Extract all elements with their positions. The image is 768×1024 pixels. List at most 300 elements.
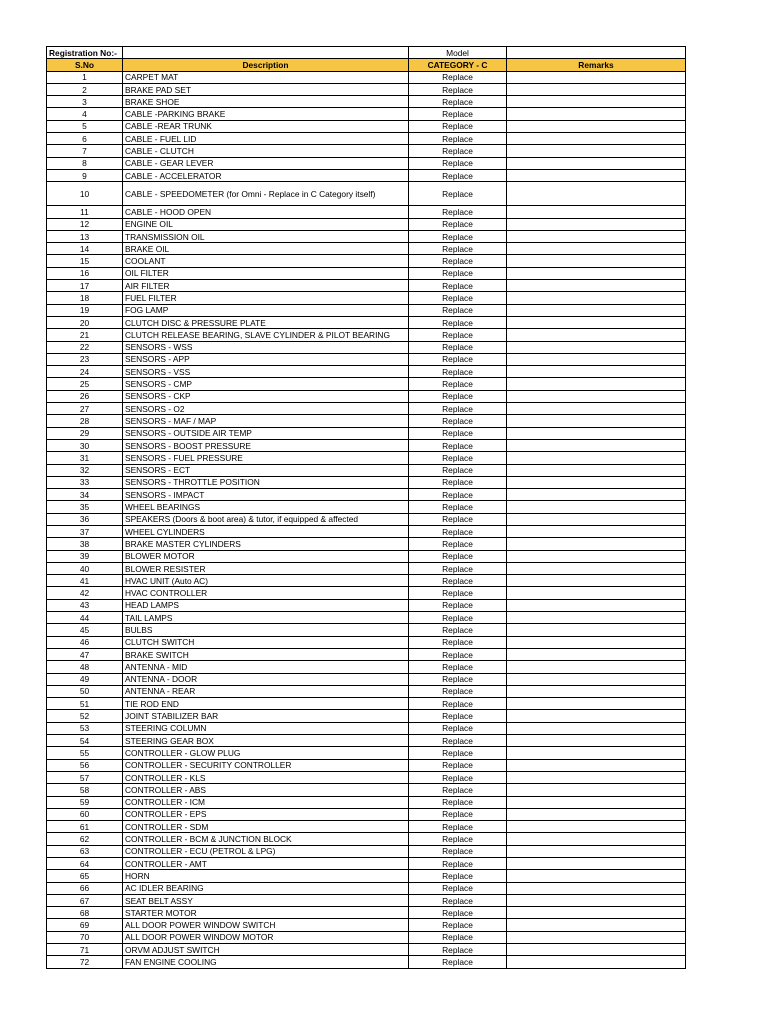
action-cell: Replace [409, 575, 507, 587]
description-cell: CONTROLLER - EPS [123, 808, 409, 820]
table-row [47, 575, 686, 587]
description-cell: SENSORS - CKP [123, 390, 409, 402]
description-cell: TRANSMISSION OIL [123, 230, 409, 242]
sno-cell: 56 [47, 759, 123, 771]
sno-cell: 36 [47, 513, 123, 525]
action-cell: Replace [409, 157, 507, 169]
action-cell: Replace [409, 870, 507, 882]
remarks-cell[interactable] [507, 612, 686, 624]
remarks-cell[interactable] [507, 821, 686, 833]
sno-cell: 61 [47, 821, 123, 833]
description-cell: CABLE - SPEEDOMETER (for Omni - Replace in C Category itself) [123, 182, 409, 206]
column-header-category: CATEGORY - C [409, 59, 507, 71]
remarks-cell[interactable] [507, 956, 686, 968]
description-cell: STEERING GEAR BOX [123, 735, 409, 747]
remarks-cell[interactable] [507, 501, 686, 513]
action-cell: Replace [409, 845, 507, 857]
description-cell: SENSORS - APP [123, 353, 409, 365]
remarks-cell[interactable] [507, 599, 686, 611]
remarks-cell[interactable] [507, 870, 686, 882]
remarks-cell[interactable] [507, 157, 686, 169]
description-cell: FUEL FILTER [123, 292, 409, 304]
action-cell: Replace [409, 698, 507, 710]
remarks-cell[interactable] [507, 698, 686, 710]
sno-cell: 14 [47, 243, 123, 255]
remarks-cell[interactable] [507, 415, 686, 427]
remarks-cell[interactable] [507, 206, 686, 218]
description-cell: ANTENNA - REAR [123, 685, 409, 697]
sno-cell: 8 [47, 157, 123, 169]
action-cell: Replace [409, 169, 507, 181]
table-row [47, 722, 686, 734]
table-row [47, 415, 686, 427]
action-cell: Replace [409, 390, 507, 402]
description-cell: ORVM ADJUST SWITCH [123, 944, 409, 956]
remarks-cell[interactable] [507, 145, 686, 157]
description-cell: BRAKE MASTER CYLINDERS [123, 538, 409, 550]
remarks-cell[interactable] [507, 661, 686, 673]
table-row [47, 907, 686, 919]
remarks-cell[interactable] [507, 218, 686, 230]
sno-cell: 19 [47, 304, 123, 316]
description-cell: HORN [123, 870, 409, 882]
sno-cell: 64 [47, 858, 123, 870]
sno-cell: 45 [47, 624, 123, 636]
sno-cell: 31 [47, 452, 123, 464]
sno-cell: 49 [47, 673, 123, 685]
sno-cell: 22 [47, 341, 123, 353]
table-row [47, 698, 686, 710]
action-cell: Replace [409, 267, 507, 279]
action-cell: Replace [409, 366, 507, 378]
description-cell: COOLANT [123, 255, 409, 267]
table-row [47, 280, 686, 292]
description-cell: HVAC CONTROLLER [123, 587, 409, 599]
sno-cell: 41 [47, 575, 123, 587]
sno-cell: 27 [47, 403, 123, 415]
table-row [47, 648, 686, 660]
table-row [47, 108, 686, 120]
sno-cell: 7 [47, 145, 123, 157]
action-cell: Replace [409, 316, 507, 328]
table-row [47, 821, 686, 833]
sno-cell: 51 [47, 698, 123, 710]
registration-value-cell[interactable] [123, 47, 409, 59]
table-row [47, 83, 686, 95]
table-row [47, 182, 686, 206]
sno-cell: 70 [47, 931, 123, 943]
remarks-cell[interactable] [507, 390, 686, 402]
table-row [47, 858, 686, 870]
registration-row [47, 47, 686, 59]
sno-cell: 28 [47, 415, 123, 427]
action-cell: Replace [409, 96, 507, 108]
table-row [47, 230, 686, 242]
description-cell: CONTROLLER - KLS [123, 771, 409, 783]
sno-cell: 2 [47, 83, 123, 95]
action-cell: Replace [409, 292, 507, 304]
table-row [47, 145, 686, 157]
action-cell: Replace [409, 685, 507, 697]
remarks-cell[interactable] [507, 403, 686, 415]
table-row [47, 329, 686, 341]
remarks-cell[interactable] [507, 513, 686, 525]
table-row [47, 378, 686, 390]
sno-cell: 71 [47, 944, 123, 956]
description-cell: CARPET MAT [123, 71, 409, 83]
table-row [47, 661, 686, 673]
remarks-cell[interactable] [507, 476, 686, 488]
action-cell: Replace [409, 218, 507, 230]
table-row [47, 747, 686, 759]
action-cell: Replace [409, 83, 507, 95]
sno-cell: 6 [47, 133, 123, 145]
description-cell: BRAKE SHOE [123, 96, 409, 108]
sno-cell: 25 [47, 378, 123, 390]
sheet-body [47, 47, 686, 969]
sno-cell: 15 [47, 255, 123, 267]
action-cell: Replace [409, 513, 507, 525]
remarks-cell[interactable] [507, 735, 686, 747]
remarks-cell[interactable] [507, 83, 686, 95]
table-row [47, 759, 686, 771]
table-row [47, 525, 686, 537]
description-cell: BRAKE PAD SET [123, 83, 409, 95]
description-cell: BLOWER MOTOR [123, 550, 409, 562]
remarks-cell[interactable] [507, 673, 686, 685]
description-cell: SENSORS - OUTSIDE AIR TEMP [123, 427, 409, 439]
remarks-cell[interactable] [507, 931, 686, 943]
table-row [47, 452, 686, 464]
table-row [47, 833, 686, 845]
action-cell: Replace [409, 612, 507, 624]
action-cell: Replace [409, 931, 507, 943]
action-cell: Replace [409, 907, 507, 919]
sno-cell: 66 [47, 882, 123, 894]
table-row [47, 612, 686, 624]
action-cell: Replace [409, 771, 507, 783]
table-row [47, 341, 686, 353]
remarks-cell[interactable] [507, 919, 686, 931]
sno-cell: 40 [47, 562, 123, 574]
table-row [47, 427, 686, 439]
table-row [47, 845, 686, 857]
header-row [47, 59, 686, 71]
action-cell: Replace [409, 747, 507, 759]
remarks-cell[interactable] [507, 452, 686, 464]
table-row [47, 931, 686, 943]
sno-cell: 72 [47, 956, 123, 968]
action-cell: Replace [409, 415, 507, 427]
action-cell: Replace [409, 427, 507, 439]
remarks-cell[interactable] [507, 747, 686, 759]
remarks-cell[interactable] [507, 267, 686, 279]
sno-cell: 11 [47, 206, 123, 218]
remarks-cell[interactable] [507, 439, 686, 451]
description-cell: BLOWER RESISTER [123, 562, 409, 574]
description-cell: SENSORS - IMPACT [123, 489, 409, 501]
description-cell: CLUTCH DISC & PRESSURE PLATE [123, 316, 409, 328]
action-cell: Replace [409, 133, 507, 145]
table-row [47, 919, 686, 931]
description-cell: SENSORS - BOOST PRESSURE [123, 439, 409, 451]
sno-cell: 30 [47, 439, 123, 451]
action-cell: Replace [409, 452, 507, 464]
remarks-cell[interactable] [507, 562, 686, 574]
sno-cell: 59 [47, 796, 123, 808]
sno-cell: 18 [47, 292, 123, 304]
column-header-description: Description [123, 59, 409, 71]
remarks-cell[interactable] [507, 182, 686, 206]
sno-cell: 13 [47, 230, 123, 242]
action-cell: Replace [409, 439, 507, 451]
sno-cell: 9 [47, 169, 123, 181]
remarks-cell[interactable] [507, 845, 686, 857]
table-row [47, 206, 686, 218]
description-cell: HEAD LAMPS [123, 599, 409, 611]
sno-cell: 58 [47, 784, 123, 796]
table-row [47, 710, 686, 722]
action-cell: Replace [409, 120, 507, 132]
remarks-cell[interactable] [507, 133, 686, 145]
table-row [47, 353, 686, 365]
table-row [47, 550, 686, 562]
remarks-cell[interactable] [507, 771, 686, 783]
table-row [47, 944, 686, 956]
description-cell: CLUTCH RELEASE BEARING, SLAVE CYLINDER & PILOT BEARING [123, 329, 409, 341]
sno-cell: 4 [47, 108, 123, 120]
table-row [47, 771, 686, 783]
remarks-cell[interactable] [507, 353, 686, 365]
remarks-cell[interactable] [507, 722, 686, 734]
description-cell: CABLE - ACCELERATOR [123, 169, 409, 181]
action-cell: Replace [409, 550, 507, 562]
remarks-cell[interactable] [507, 944, 686, 956]
action-cell: Replace [409, 206, 507, 218]
description-cell: SENSORS - FUEL PRESSURE [123, 452, 409, 464]
column-header-remarks: Remarks [507, 59, 686, 71]
action-cell: Replace [409, 476, 507, 488]
table-row [47, 133, 686, 145]
remarks-cell[interactable] [507, 759, 686, 771]
remarks-cell[interactable] [507, 907, 686, 919]
remarks-cell[interactable] [507, 329, 686, 341]
description-cell: CONTROLLER - SECURITY CONTROLLER [123, 759, 409, 771]
sno-cell: 67 [47, 894, 123, 906]
table-row [47, 599, 686, 611]
remarks-cell[interactable] [507, 796, 686, 808]
table-row [47, 403, 686, 415]
remarks-cell[interactable] [507, 366, 686, 378]
action-cell: Replace [409, 624, 507, 636]
remarks-cell[interactable] [507, 858, 686, 870]
description-cell: FOG LAMP [123, 304, 409, 316]
remarks-cell[interactable] [507, 710, 686, 722]
remarks-cell[interactable] [507, 624, 686, 636]
table-row [47, 501, 686, 513]
sno-cell: 23 [47, 353, 123, 365]
remarks-cell[interactable] [507, 464, 686, 476]
remarks-cell[interactable] [507, 833, 686, 845]
remarks-cell[interactable] [507, 280, 686, 292]
action-cell: Replace [409, 489, 507, 501]
sno-cell: 32 [47, 464, 123, 476]
remarks-cell[interactable] [507, 685, 686, 697]
sno-cell: 17 [47, 280, 123, 292]
table-row [47, 157, 686, 169]
remarks-cell[interactable] [507, 255, 686, 267]
action-cell: Replace [409, 403, 507, 415]
table-row [47, 96, 686, 108]
table-row [47, 366, 686, 378]
description-cell: WHEEL CYLINDERS [123, 525, 409, 537]
description-cell: CABLE - HOOD OPEN [123, 206, 409, 218]
remarks-cell[interactable] [507, 243, 686, 255]
remarks-cell[interactable] [507, 378, 686, 390]
action-cell: Replace [409, 796, 507, 808]
action-cell: Replace [409, 673, 507, 685]
table-row [47, 513, 686, 525]
description-cell: CONTROLLER - ABS [123, 784, 409, 796]
table-row [47, 796, 686, 808]
remarks-cell[interactable] [507, 894, 686, 906]
action-cell: Replace [409, 280, 507, 292]
remarks-cell[interactable] [507, 316, 686, 328]
sno-cell: 57 [47, 771, 123, 783]
sno-cell: 62 [47, 833, 123, 845]
action-cell: Replace [409, 243, 507, 255]
action-cell: Replace [409, 378, 507, 390]
sno-cell: 54 [47, 735, 123, 747]
table-row [47, 673, 686, 685]
sno-cell: 65 [47, 870, 123, 882]
remarks-cell[interactable] [507, 489, 686, 501]
action-cell: Replace [409, 304, 507, 316]
remarks-cell[interactable] [507, 71, 686, 83]
remarks-cell[interactable] [507, 96, 686, 108]
description-cell: ENGINE OIL [123, 218, 409, 230]
remarks-cell[interactable] [507, 808, 686, 820]
action-cell: Replace [409, 648, 507, 660]
sno-cell: 42 [47, 587, 123, 599]
remarks-cell[interactable] [507, 882, 686, 894]
action-cell: Replace [409, 599, 507, 611]
sno-cell: 10 [47, 182, 123, 206]
remarks-cell[interactable] [507, 292, 686, 304]
remarks-cell[interactable] [507, 427, 686, 439]
table-row [47, 538, 686, 550]
description-cell: CABLE - GEAR LEVER [123, 157, 409, 169]
remarks-cell[interactable] [507, 341, 686, 353]
remarks-cell[interactable] [507, 108, 686, 120]
action-cell: Replace [409, 858, 507, 870]
sno-cell: 21 [47, 329, 123, 341]
table-row [47, 489, 686, 501]
remarks-cell[interactable] [507, 120, 686, 132]
action-cell: Replace [409, 821, 507, 833]
remarks-cell[interactable] [507, 525, 686, 537]
table-row [47, 464, 686, 476]
description-cell: WHEEL BEARINGS [123, 501, 409, 513]
table-row [47, 808, 686, 820]
sno-cell: 46 [47, 636, 123, 648]
remarks-cell[interactable] [507, 230, 686, 242]
description-cell: SEAT BELT ASSY [123, 894, 409, 906]
sno-cell: 16 [47, 267, 123, 279]
action-cell: Replace [409, 538, 507, 550]
description-cell: TIE ROD END [123, 698, 409, 710]
description-cell: CONTROLLER - ICM [123, 796, 409, 808]
table-row [47, 882, 686, 894]
table-row [47, 956, 686, 968]
action-cell: Replace [409, 944, 507, 956]
action-cell: Replace [409, 525, 507, 537]
model-value-cell[interactable] [507, 47, 686, 59]
remarks-cell[interactable] [507, 648, 686, 660]
remarks-cell[interactable] [507, 169, 686, 181]
action-cell: Replace [409, 919, 507, 931]
sno-cell: 48 [47, 661, 123, 673]
description-cell: FAN ENGINE COOLING [123, 956, 409, 968]
table-row [47, 267, 686, 279]
description-cell: AC IDLER BEARING [123, 882, 409, 894]
action-cell: Replace [409, 636, 507, 648]
description-cell: CONTROLLER - AMT [123, 858, 409, 870]
sno-cell: 34 [47, 489, 123, 501]
description-cell: SENSORS - MAF / MAP [123, 415, 409, 427]
description-cell: CLUTCH SWITCH [123, 636, 409, 648]
table-row [47, 587, 686, 599]
description-cell: HVAC UNIT (Auto AC) [123, 575, 409, 587]
action-cell: Replace [409, 329, 507, 341]
action-cell: Replace [409, 956, 507, 968]
description-cell: SENSORS - ECT [123, 464, 409, 476]
sno-cell: 33 [47, 476, 123, 488]
column-header-sno: S.No [47, 59, 123, 71]
remarks-cell[interactable] [507, 538, 686, 550]
sno-cell: 39 [47, 550, 123, 562]
remarks-cell[interactable] [507, 304, 686, 316]
table-row [47, 218, 686, 230]
description-cell: CABLE -PARKING BRAKE [123, 108, 409, 120]
action-cell: Replace [409, 562, 507, 574]
remarks-cell[interactable] [507, 784, 686, 796]
table-row [47, 439, 686, 451]
table-row [47, 71, 686, 83]
description-cell: JOINT STABILIZER BAR [123, 710, 409, 722]
remarks-cell[interactable] [507, 636, 686, 648]
table-row [47, 870, 686, 882]
table-row [47, 390, 686, 402]
sno-cell: 29 [47, 427, 123, 439]
sno-cell: 37 [47, 525, 123, 537]
action-cell: Replace [409, 710, 507, 722]
table-row [47, 169, 686, 181]
remarks-cell[interactable] [507, 550, 686, 562]
action-cell: Replace [409, 759, 507, 771]
action-cell: Replace [409, 108, 507, 120]
description-cell: CABLE - FUEL LID [123, 133, 409, 145]
remarks-cell[interactable] [507, 587, 686, 599]
remarks-cell[interactable] [507, 575, 686, 587]
description-cell: SPEAKERS (Doors & boot area) & tutor, if equipped & affected [123, 513, 409, 525]
sno-cell: 63 [47, 845, 123, 857]
table-row [47, 624, 686, 636]
description-cell: AIR FILTER [123, 280, 409, 292]
action-cell: Replace [409, 341, 507, 353]
action-cell: Replace [409, 833, 507, 845]
description-cell: BRAKE SWITCH [123, 648, 409, 660]
